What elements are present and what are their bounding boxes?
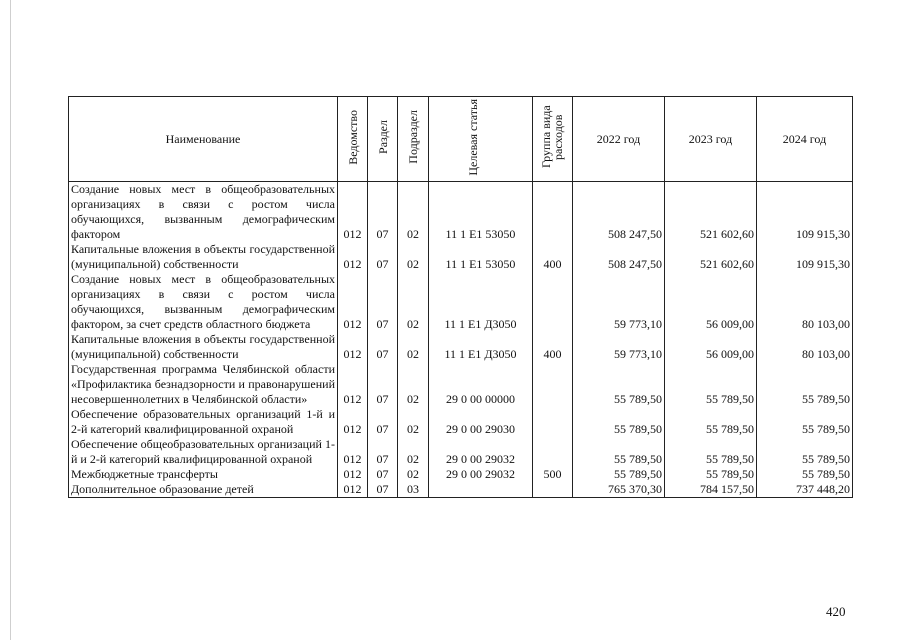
row-value-2024: 80 103,00 <box>757 332 853 362</box>
row-subsection: 02 <box>398 242 429 272</box>
row-dept: 012 <box>338 332 368 362</box>
row-target: 11 1 E1 53050 <box>429 242 533 272</box>
row-dept: 012 <box>338 242 368 272</box>
row-name: Обеспечение образовательных организаций 1-й и 2-й категорий квалифицированной охраной <box>69 407 338 437</box>
row-value-2024: 55 789,50 <box>757 467 853 482</box>
table-row <box>69 332 853 362</box>
row-section: 07 <box>368 272 398 332</box>
row-subsection: 02 <box>398 467 429 482</box>
row-exp-group <box>533 272 573 332</box>
row-section: 07 <box>368 467 398 482</box>
row-target: 29 0 00 29032 <box>429 467 533 482</box>
row-target: 11 1 E1 Д3050 <box>429 332 533 362</box>
row-dept: 012 <box>338 362 368 407</box>
row-subsection: 02 <box>398 182 429 243</box>
header-year-2024: 2024 год <box>757 97 853 182</box>
header-name: Наименование <box>69 97 338 182</box>
table-row <box>69 467 853 482</box>
row-value-2023: 784 157,50 <box>665 482 757 498</box>
row-section: 07 <box>368 332 398 362</box>
row-value-2024: 55 789,50 <box>757 407 853 437</box>
row-section: 07 <box>368 182 398 243</box>
row-name: Капитальные вложения в объекты государственной (муниципальной) собственности <box>69 242 338 272</box>
row-name: Государственная программа Челябинской области «Профилактика безнадзорности и правонарушений несовершеннолетних в Челябинской области» <box>69 362 338 407</box>
row-dept: 012 <box>338 272 368 332</box>
row-subsection: 02 <box>398 437 429 467</box>
row-value-2022: 508 247,50 <box>573 242 665 272</box>
row-dept: 012 <box>338 482 368 498</box>
row-subsection: 03 <box>398 482 429 498</box>
row-subsection: 02 <box>398 407 429 437</box>
row-value-2024: 109 915,30 <box>757 242 853 272</box>
row-exp-group: 500 <box>533 467 573 482</box>
row-name: Дополнительное образование детей <box>69 482 338 498</box>
row-value-2024: 55 789,50 <box>757 362 853 407</box>
row-dept: 012 <box>338 182 368 243</box>
budget-table <box>68 96 853 498</box>
row-exp-group <box>533 182 573 243</box>
row-exp-group <box>533 437 573 467</box>
row-value-2023: 55 789,50 <box>665 407 757 437</box>
row-name: Обеспечение общеобразовательных организаций 1-й и 2-й категорий квалифицированной охраной <box>69 437 338 467</box>
row-target: 29 0 00 29030 <box>429 407 533 437</box>
row-dept: 012 <box>338 437 368 467</box>
row-section: 07 <box>368 407 398 437</box>
row-target <box>429 482 533 498</box>
row-exp-group <box>533 482 573 498</box>
header-section: Раздел <box>368 97 398 182</box>
row-target: 11 1 E1 Д3050 <box>429 272 533 332</box>
row-value-2023: 521 602,60 <box>665 182 757 243</box>
row-value-2023: 55 789,50 <box>665 362 757 407</box>
row-subsection: 02 <box>398 362 429 407</box>
table-row <box>69 407 853 437</box>
row-value-2022: 55 789,50 <box>573 407 665 437</box>
row-exp-group <box>533 407 573 437</box>
row-value-2023: 56 009,00 <box>665 332 757 362</box>
row-name: Создание новых мест в общеобразовательных организациях в связи с ростом числа обучающихся, вызванным демографическим фактором, за счет средств областного бюджета <box>69 272 338 332</box>
row-exp-group <box>533 362 573 407</box>
table-row <box>69 437 853 467</box>
row-target: 29 0 00 29032 <box>429 437 533 467</box>
row-target: 11 1 E1 53050 <box>429 182 533 243</box>
page-number: 420 <box>826 604 846 619</box>
table-header-row <box>69 97 853 182</box>
row-value-2022: 508 247,50 <box>573 182 665 243</box>
row-value-2023: 521 602,60 <box>665 242 757 272</box>
header-target: Целевая статья <box>429 97 533 182</box>
row-subsection: 02 <box>398 272 429 332</box>
table-row <box>69 242 853 272</box>
row-name: Межбюджетные трансферты <box>69 467 338 482</box>
row-value-2022: 59 773,10 <box>573 272 665 332</box>
header-subsection: Подраздел <box>398 97 429 182</box>
table-row <box>69 182 853 243</box>
table-body <box>69 182 853 498</box>
table-row <box>69 362 853 407</box>
header-exp-group: Группа вида расходов <box>533 97 573 182</box>
row-section: 07 <box>368 242 398 272</box>
row-section: 07 <box>368 362 398 407</box>
row-value-2022: 55 789,50 <box>573 467 665 482</box>
row-exp-group: 400 <box>533 332 573 362</box>
table-row <box>69 272 853 332</box>
row-value-2023: 56 009,00 <box>665 272 757 332</box>
row-name: Создание новых мест в общеобразовательных организациях в связи с ростом числа обучающихся, вызванным демографическим фактором <box>69 182 338 243</box>
row-dept: 012 <box>338 467 368 482</box>
row-value-2022: 59 773,10 <box>573 332 665 362</box>
row-value-2023: 55 789,50 <box>665 437 757 467</box>
row-value-2024: 737 448,20 <box>757 482 853 498</box>
header-year-2023: 2023 год <box>665 97 757 182</box>
row-target: 29 0 00 00000 <box>429 362 533 407</box>
row-value-2022: 55 789,50 <box>573 437 665 467</box>
table-row <box>69 482 853 498</box>
scan-edge-line <box>10 0 11 640</box>
row-name: Капитальные вложения в объекты государственной (муниципальной) собственности <box>69 332 338 362</box>
row-section: 07 <box>368 482 398 498</box>
row-value-2024: 80 103,00 <box>757 272 853 332</box>
row-value-2023: 55 789,50 <box>665 467 757 482</box>
row-value-2024: 55 789,50 <box>757 437 853 467</box>
row-section: 07 <box>368 437 398 467</box>
row-value-2022: 55 789,50 <box>573 362 665 407</box>
row-value-2022: 765 370,30 <box>573 482 665 498</box>
header-dept: Ведомство <box>338 97 368 182</box>
header-year-2022: 2022 год <box>573 97 665 182</box>
row-exp-group: 400 <box>533 242 573 272</box>
row-dept: 012 <box>338 407 368 437</box>
row-value-2024: 109 915,30 <box>757 182 853 243</box>
row-subsection: 02 <box>398 332 429 362</box>
